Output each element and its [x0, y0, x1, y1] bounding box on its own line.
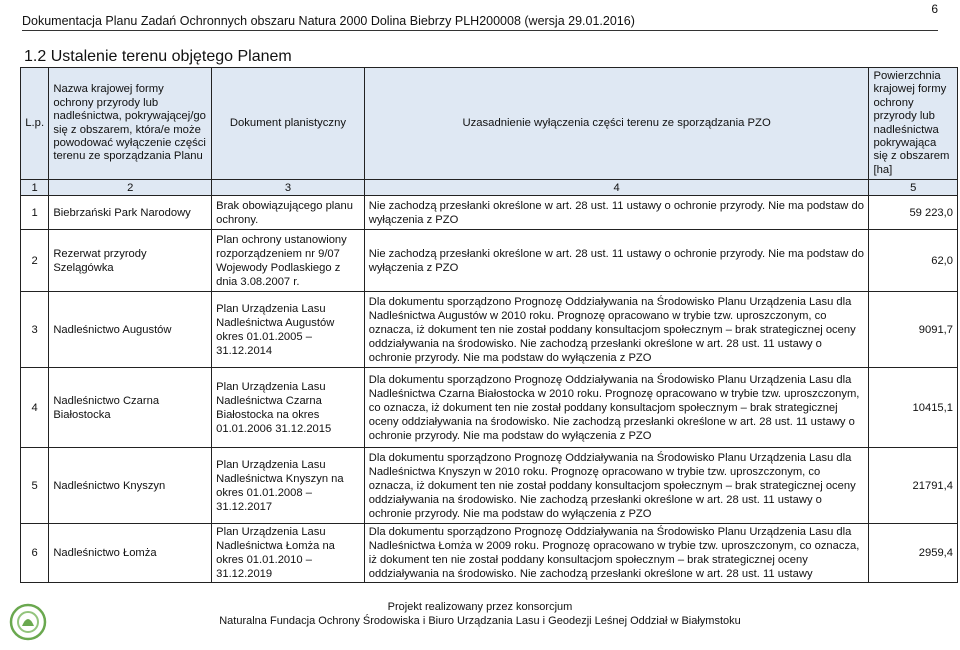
row-justification: Dla dokumentu sporządzono Prognozę Oddziaływania na Środowisko Planu Urządzenia Lasu dla Nadleśnictwa Czarna Białostocka w 2010 roku. Prognozę opracowano w trybie tzw. uproszczonym, co oznacza, iż dokument ten nie został poddany konsultacjom społecznym – brak strategicznej oceny oddziaływania na środowisko. Nie zachodzą przesłanki określone w art. 28 ust. 11 ustawy o ochronie przyrody. Nie ma podstaw do wyłączenia z PZO: [364, 368, 869, 448]
row-area: 21791,4: [869, 448, 958, 524]
col-header-area: Powierzchnia krajowej formy ochrony przyrody lub nadleśnictwa pokrywająca się z obszarem [ha]: [869, 68, 958, 180]
table-row: [21, 196, 958, 230]
table-row: [21, 448, 958, 524]
row-name: Nadleśnictwo Czarna Białostocka: [49, 368, 212, 448]
col-number: 5: [869, 180, 958, 196]
row-area: 10415,1: [869, 368, 958, 448]
row-justification: Dla dokumentu sporządzono Prognozę Oddziaływania na Środowisko Planu Urządzenia Lasu dla Nadleśnictwa Knyszyn w 2010 roku. Prognozę opracowano w trybie tzw. uproszczonym, co oznacza, iż dokument ten nie został poddany konsultacjom społecznym – brak strategicznej oceny oddziaływania na środowisko. Nie zachodzą przesłanki określone w art. 28 ust. 11 ustawy o ochronie przyrody. Nie ma podstaw do wyłączenia z PZO: [364, 448, 869, 524]
row-name: Nadleśnictwo Knyszyn: [49, 448, 212, 524]
row-justification: Nie zachodzą przesłanki określone w art. 28 ust. 11 ustawy o ochronie przyrody. Nie ma podstaw do wyłączenia z PZO: [364, 196, 869, 230]
col-number: 4: [364, 180, 869, 196]
col-header-document: Dokument planistyczny: [212, 68, 365, 180]
row-document: Plan Urządzenia Lasu Nadleśnictwa Augustów okres 01.01.2005 – 31.12.2014: [212, 292, 365, 368]
row-area: 2959,4: [869, 524, 958, 583]
row-name: Rezerwat przyrody Szelągówka: [49, 230, 212, 292]
header-rule: [22, 30, 938, 31]
row-lp: 2: [21, 230, 49, 292]
plan-area-table: [20, 67, 958, 583]
row-lp: 3: [21, 292, 49, 368]
row-document: Plan Urządzenia Lasu Nadleśnictwa Łomża na okres 01.01.2010 – 31.12.2019: [212, 524, 365, 583]
row-justification: Nie zachodzą przesłanki określone w art. 28 ust. 11 ustawy o ochronie przyrody. Nie ma podstaw do wyłączenia z PZO: [364, 230, 869, 292]
row-document: Plan ochrony ustanowiony rozporządzeniem nr 9/07 Wojewody Podlaskiego z dnia 3.08.2007 r.: [212, 230, 365, 292]
footer-line-partners: Naturalna Fundacja Ochrony Środowiska i Biuro Urządzania Lasu i Geodezji Leśnej Oddział w Białymstoku: [219, 615, 741, 627]
row-name: Nadleśnictwo Augustów: [49, 292, 212, 368]
row-area: 59 223,0: [869, 196, 958, 230]
row-area: 9091,7: [869, 292, 958, 368]
col-number: 2: [49, 180, 212, 196]
column-number-row: [21, 180, 958, 196]
row-justification: Dla dokumentu sporządzono Prognozę Oddziaływania na Środowisko Planu Urządzenia Lasu dla Nadleśnictwa Augustów w 2010 roku. Prognozę opracowano w trybie tzw. uproszczonym, co oznacza, iż dokument ten nie został poddany konsultacjom społecznym – brak strategicznej oceny oddziaływania na środowisko. Nie zachodzą przesłanki określone w art. 28 ust. 11 ustawy o ochronie przyrody. Nie ma podstaw do wyłączenia z PZO: [364, 292, 869, 368]
col-header-lp: L.p.: [21, 68, 49, 180]
row-lp: 5: [21, 448, 49, 524]
row-lp: 4: [21, 368, 49, 448]
col-header-justification: Uzasadnienie wyłączenia części terenu ze sporządzania PZO: [364, 68, 869, 180]
col-number: 3: [212, 180, 365, 196]
section-title: 1.2 Ustalenie terenu objętego Planem: [24, 48, 292, 65]
footer-line-consortium: Projekt realizowany przez konsorcjum: [387, 601, 573, 613]
table-row: [21, 292, 958, 368]
row-lp: 1: [21, 196, 49, 230]
page-footer: [0, 600, 960, 628]
table-row: [21, 368, 958, 448]
row-lp: 6: [21, 524, 49, 583]
row-document: Plan Urządzenia Lasu Nadleśnictwa Knyszyn na okres 01.01.2008 – 31.12.2017: [212, 448, 365, 524]
row-document: Plan Urządzenia Lasu Nadleśnictwa Czarna Białostocka na okres 01.01.2006 31.12.2015: [212, 368, 365, 448]
row-area: 62,0: [869, 230, 958, 292]
table-row: [21, 230, 958, 292]
row-name: Biebrzański Park Narodowy: [49, 196, 212, 230]
page-header: [22, 2, 938, 28]
row-name: Nadleśnictwo Łomża: [49, 524, 212, 583]
col-header-name: Nazwa krajowej formy ochrony przyrody lub nadleśnictwa, pokrywającej/go się z obszarem, która/e może powodować wyłączenie części terenu ze sporządzania Planu: [49, 68, 212, 180]
row-justification: Dla dokumentu sporządzono Prognozę Oddziaływania na Środowisko Planu Urządzenia Lasu dla Nadleśnictwa Łomża w 2009 roku. Prognozę opracowano w trybie tzw. uproszczonym, co oznacza, iż dokument ten nie został poddany konsultacjom społecznym – brak strategicznej oceny oddziaływania na środowisko. Nie zachodzą przesłanki określone w art. 28 ust. 11 ustawy: [364, 524, 869, 583]
col-number: 1: [21, 180, 49, 196]
row-document: Brak obowiązującego planu ochrony.: [212, 196, 365, 230]
table-row: [21, 524, 958, 583]
page-number: 6: [931, 2, 938, 16]
document-title: Dokumentacja Planu Zadań Ochronnych obszaru Natura 2000 Dolina Biebrzy PLH200008 (wersja 29.01.2016): [22, 14, 635, 28]
table-header-row: [21, 68, 958, 180]
